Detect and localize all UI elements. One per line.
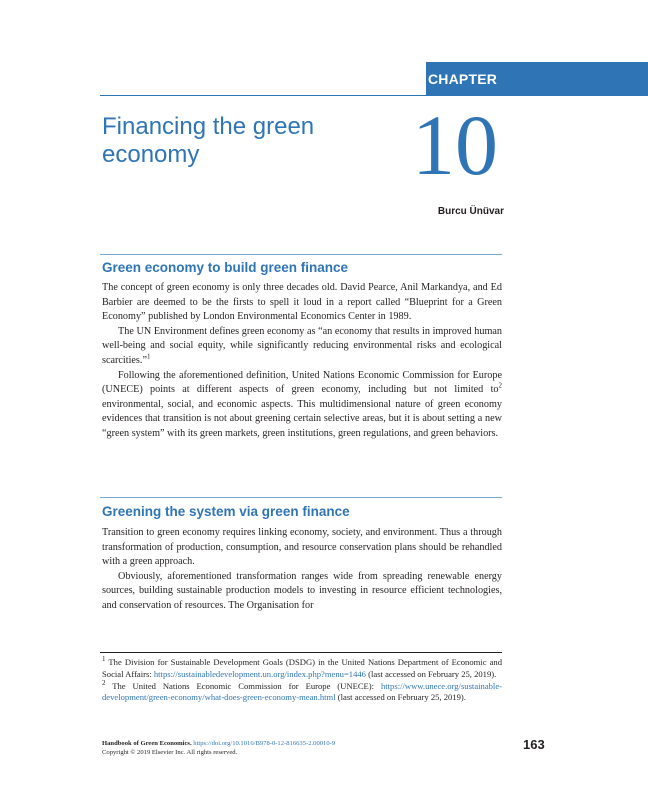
- paragraph: [102, 369, 502, 442]
- chapter-title: Financing the green economy: [102, 113, 315, 168]
- footnote-link[interactable]: https://sustainabledevelopment.un.org/index.php?menu=1446: [153, 668, 366, 679]
- paragraph: Obviously, aforementioned transformation ranges wide from spreading renewable energy sources, building sustainable production models to investing in resource efficient technologies, and conservation of resources. The Organisation for: [102, 570, 502, 611]
- footnote-link[interactable]: https://www.unece.org/sustainable-development/green-economy/what-does-green-economy-mean.html: [102, 680, 502, 703]
- paragraph: The concept of green economy is only three decades old. David Pearce, Anil Markandya, and Ed Barbier are deemed to be the firsts to spell it loud in a report called “Blueprint for a Green Economy” published by London Environmental Economics Center in 1989.: [102, 282, 502, 323]
- footnote: [102, 678, 502, 705]
- chapter-number: 10: [412, 97, 498, 193]
- book-title: Handbook of Green Economics.: [102, 740, 192, 747]
- footnote-ref[interactable]: 1: [146, 352, 151, 361]
- footnote: [102, 657, 502, 681]
- section-body: [102, 281, 502, 442]
- publication-info: [102, 739, 502, 757]
- footnotes: [102, 657, 502, 704]
- footnote-text: The United Nations Economic Commission for Europe (UNECE):: [105, 680, 381, 691]
- section-divider: [100, 254, 502, 255]
- paragraph: [102, 325, 502, 369]
- footnote-text: (last accessed on February 25, 2019).: [365, 668, 497, 679]
- chapter-label: CHAPTER: [428, 71, 498, 87]
- paragraph-text: environmental, social, and economic aspects. This multidimensional nature of green economy evidences that transition is not about greening certain selective areas, but it is about setting a new “green system” with its green markets, green institutions, green regulations, and green behaviors.: [102, 398, 502, 439]
- section-heading: Greening the system via green finance: [102, 504, 350, 519]
- footnote-text: The Division for Sustainable Development Goals (DSDG) in the United Nations Department of Economic and Social Affairs:: [102, 657, 502, 679]
- footnote-ref[interactable]: 2: [498, 381, 502, 390]
- copyright: Copyright © 2019 Elsevier Inc. All rights reserved.: [102, 749, 238, 756]
- footnote-text: (last accessed on February 25, 2019).: [335, 692, 466, 703]
- paragraph-text: Following the aforementioned definition, United Nations Economic Commission for Europe (UNECE) points at different aspects of green economy, including but not limited to: [102, 369, 502, 396]
- footnote-divider: [100, 652, 502, 653]
- section-divider: [100, 497, 502, 498]
- paragraph-text: The UN Environment defines green economy as “an economy that results in improved human well-being and social equity, while significantly reducing environmental risks and ecological scarcities.”: [102, 325, 502, 366]
- section-body: [102, 526, 502, 614]
- footnote-number: 2: [102, 678, 106, 687]
- section-heading: Green economy to build green finance: [102, 260, 349, 275]
- paragraph: Transition to green economy requires linking economy, society, and environment. Thus a through transformation of production, consumption, and resource conservation plans should be rehandled with a green approach.: [102, 527, 502, 568]
- author-name: Burcu Ünüvar: [437, 206, 504, 217]
- doi-link[interactable]: https://doi.org/10.1016/B978-0-12-816635-2.00010-9: [193, 740, 336, 747]
- footnote-number: 1: [102, 655, 106, 664]
- title-divider: [100, 95, 426, 96]
- page-number: 163: [523, 737, 545, 752]
